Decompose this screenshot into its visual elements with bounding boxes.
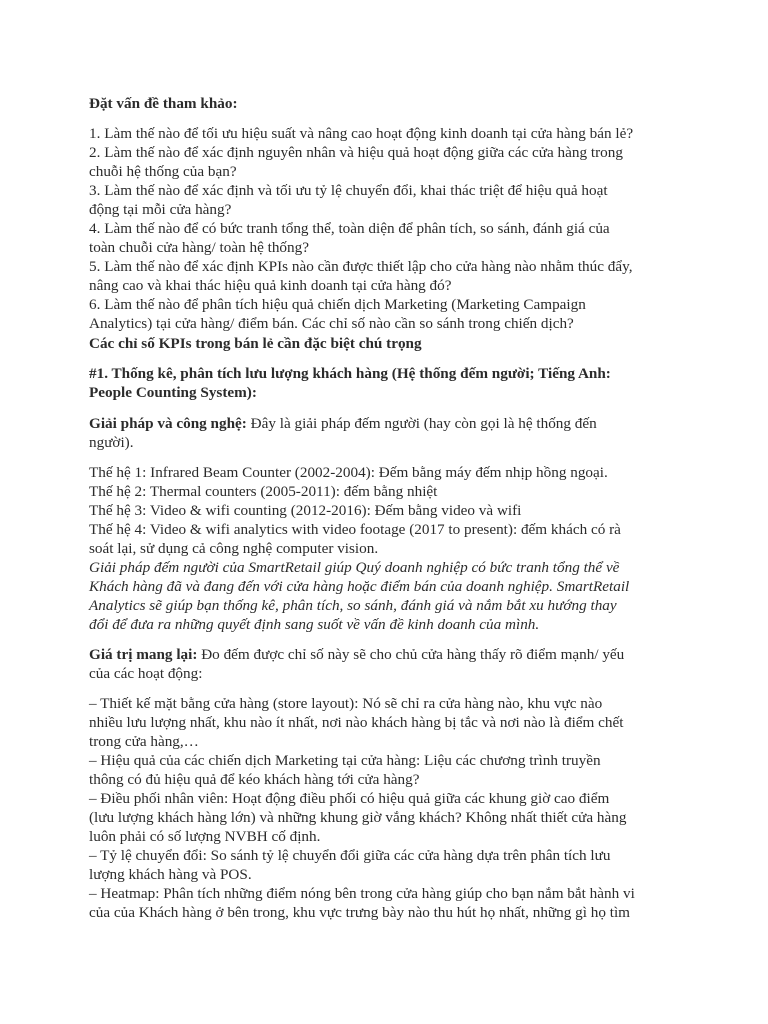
generation-line: Thế hệ 3: Video & wifi counting (2012-2016): Đếm bằng video và wifi <box>89 502 522 519</box>
italic-line: Giải pháp đếm người của SmartRetail giúp Quý doanh nghiệp có bức tranh tổng thể về <box>89 559 620 576</box>
solution-text: Đây là giải pháp đếm người (hay còn gọi là hệ thống đến <box>246 415 597 432</box>
question-line: toàn chuỗi cửa hàng/ toàn hệ thống? <box>89 239 309 256</box>
question-line: Analytics) tại cửa hàng/ điểm bán. Các chỉ số nào cần so sánh trong chiến dịch? <box>89 315 574 332</box>
italic-line: Analytics sẽ giúp bạn thống kê, phân tích, so sánh, đánh giá và nắm bắt xu hướng thay <box>89 597 617 614</box>
italic-line: đổi để đưa ra những quyết định sang suốt về vấn đề kinh doanh của mình. <box>89 616 540 633</box>
bullet-line: – Thiết kế mặt bằng cửa hàng (store layout): Nó sẽ chỉ ra cửa hàng nào, khu vực nào <box>89 695 603 712</box>
bullet-line: luôn phải có số lượng NVBH cố định. <box>89 828 321 845</box>
bullet-line: – Hiệu quả của các chiến dịch Marketing tại cửa hàng: Liệu các chương trình truyền <box>89 752 601 769</box>
question-line: 4. Làm thế nào để có bức tranh tổng thể, toàn diện để phân tích, so sánh, đánh giá của <box>89 220 610 237</box>
section-1-title <box>89 364 689 402</box>
generation-line: Thế hệ 4: Video & wifi analytics with video footage (2017 to present): đếm khách có rà <box>89 521 621 538</box>
question-line: 3. Làm thế nào để xác định và tối ưu tỷ lệ chuyển đổi, khai thác triệt để hiệu quả hoạt <box>89 182 608 199</box>
bullet-line: (lưu lượng khách hàng lớn) và những khung giờ vắng khách? Không nhất thiết cửa hàng <box>89 809 627 826</box>
generation-line: Thế hệ 1: Infrared Beam Counter (2002-2004): Đếm bằng máy đếm nhịp hồng ngoại. <box>89 464 608 481</box>
bullet-line: thông có đủ hiệu quả để kéo khách hàng tới cửa hàng? <box>89 771 420 788</box>
bullet-line: – Điều phối nhân viên: Hoạt động điều phối có hiệu quả giữa các khung giờ cao điểm <box>89 790 610 807</box>
smartretail-paragraph <box>89 558 689 634</box>
generation-line: Thế hệ 2: Thermal counters (2005-2011): đếm bằng nhiệt <box>89 483 438 500</box>
question-list <box>89 124 689 333</box>
generation-list <box>89 463 689 558</box>
value-text: Đo đếm được chỉ số này sẽ cho chủ cửa hàng thấy rõ điểm mạnh/ yếu <box>197 646 625 663</box>
solution-text: người). <box>89 434 134 451</box>
bullet-line: nhiều lưu lượng nhất, khu nào ít nhất, nơi nào khách hàng bị tắc và nơi nào là điểm chết <box>89 714 624 731</box>
question-line: động tại mỗi cửa hàng? <box>89 201 232 218</box>
solution-label: Giải pháp và công nghệ: <box>89 415 247 432</box>
bullet-line: của của Khách hàng ở bên trong, khu vực trưng bày nào thu hút họ nhất, những gì họ tìm <box>89 904 630 921</box>
question-line: nâng cao và khai thác hiệu quả kinh doanh tại cửa hàng đó? <box>89 277 452 294</box>
solution-paragraph <box>89 414 689 452</box>
generation-line: soát lại, sử dụng cả công nghệ computer vision. <box>89 540 379 557</box>
reference-heading: Đặt vấn đề tham khảo: <box>89 95 238 112</box>
section-title-line: #1. Thống kê, phân tích lưu lượng khách hàng (Hệ thống đếm người; Tiếng Anh: <box>89 365 611 382</box>
bullet-line: – Tỷ lệ chuyển đổi: So sánh tỷ lệ chuyển đổi giữa các cửa hàng dựa trên phân tích lưu <box>89 847 611 864</box>
value-bullet-list <box>89 694 689 922</box>
question-line: 6. Làm thế nào để phân tích hiệu quả chiến dịch Marketing (Marketing Campaign <box>89 296 586 313</box>
question-line: 1. Làm thế nào để tối ưu hiệu suất và nâng cao hoạt động kinh doanh tại cửa hàng bán lẻ? <box>89 125 634 142</box>
question-line: 2. Làm thế nào để xác định nguyên nhân và hiệu quả hoạt động giữa các cửa hàng trong <box>89 144 623 161</box>
kpi-heading: Các chỉ số KPIs trong bán lẻ cần đặc biệt chú trọng <box>89 335 422 352</box>
value-text: của các hoạt động: <box>89 665 203 682</box>
question-line: 5. Làm thế nào để xác định KPIs nào cần được thiết lập cho cửa hàng nào nhằm thúc đẩy, <box>89 258 633 275</box>
value-label: Giá trị mang lại: <box>89 646 198 663</box>
value-paragraph <box>89 645 689 683</box>
italic-line: Khách hàng đã và đang đến với cửa hàng hoặc điểm bán của doanh nghiệp. SmartRetail <box>89 578 630 595</box>
bullet-line: – Heatmap: Phân tích những điểm nóng bên trong cửa hàng giúp cho bạn nắm bắt hành vi <box>89 885 635 902</box>
bullet-line: trong cửa hàng,… <box>89 733 199 750</box>
question-line: chuỗi hệ thống của bạn? <box>89 163 237 180</box>
section-title-line: People Counting System): <box>89 384 257 401</box>
bullet-line: lượng khách hàng và POS. <box>89 866 252 883</box>
